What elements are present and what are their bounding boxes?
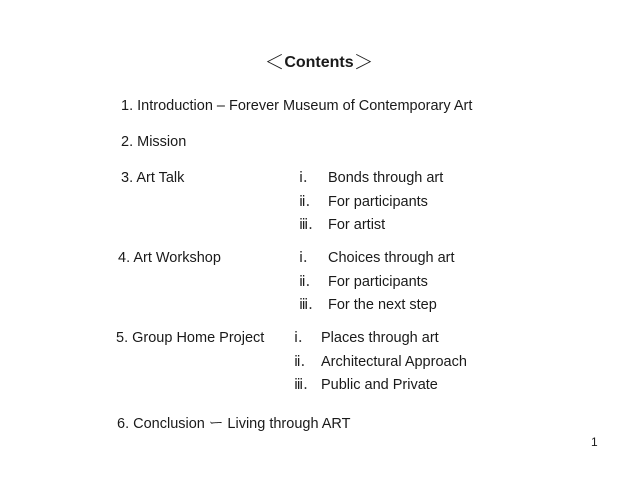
art-talk-sub-3-marker: ⅲ． (299, 217, 323, 233)
toc-item-mission: 2. Mission (121, 134, 187, 150)
group-home-sub-3-text: Public and Private (321, 377, 438, 393)
art-workshop-sub-1-text: Choices through art (328, 250, 455, 266)
title-text: Contents (284, 54, 354, 71)
art-workshop-sub-1-marker: ⅰ． (299, 250, 318, 266)
title-close-bracket: ＞ (353, 52, 374, 74)
group-home-sub-2-marker: ⅱ． (294, 354, 316, 370)
toc-item-art-talk: 3. Art Talk (121, 170, 185, 186)
art-talk-sub-3-text: For artist (328, 217, 386, 233)
group-home-sub-1-text: Places through art (321, 330, 439, 346)
toc-item-group-home-project: 5. Group Home Project (116, 330, 265, 346)
toc-item-conclusion: 6. Conclusion ー Living through ART (117, 416, 351, 432)
art-workshop-sub-2-text: For participants (328, 274, 428, 290)
group-home-sub-1-marker: ⅰ． (294, 330, 313, 346)
group-home-sub-3-marker: ⅲ． (294, 377, 318, 393)
page-number: 1 (591, 435, 598, 449)
title-open-bracket: ＜ (264, 52, 285, 74)
toc-item-introduction: 1. Introduction – Forever Museum of Contemporary Art (121, 98, 473, 114)
toc-item-art-workshop: 4. Art Workshop (118, 250, 221, 266)
art-workshop-sub-3-marker: ⅲ． (299, 297, 323, 313)
art-workshop-sub-3-text: For the next step (328, 297, 437, 313)
group-home-sub-2-text: Architectural Approach (321, 354, 467, 370)
contents-title (0, 53, 638, 73)
art-workshop-sub-2-marker: ⅱ． (299, 274, 321, 290)
art-talk-sub-1-marker: ⅰ． (299, 170, 318, 186)
art-talk-sub-2-text: For participants (328, 194, 428, 210)
art-talk-sub-2-marker: ⅱ． (299, 194, 321, 210)
art-talk-sub-1-text: Bonds through art (328, 170, 444, 186)
